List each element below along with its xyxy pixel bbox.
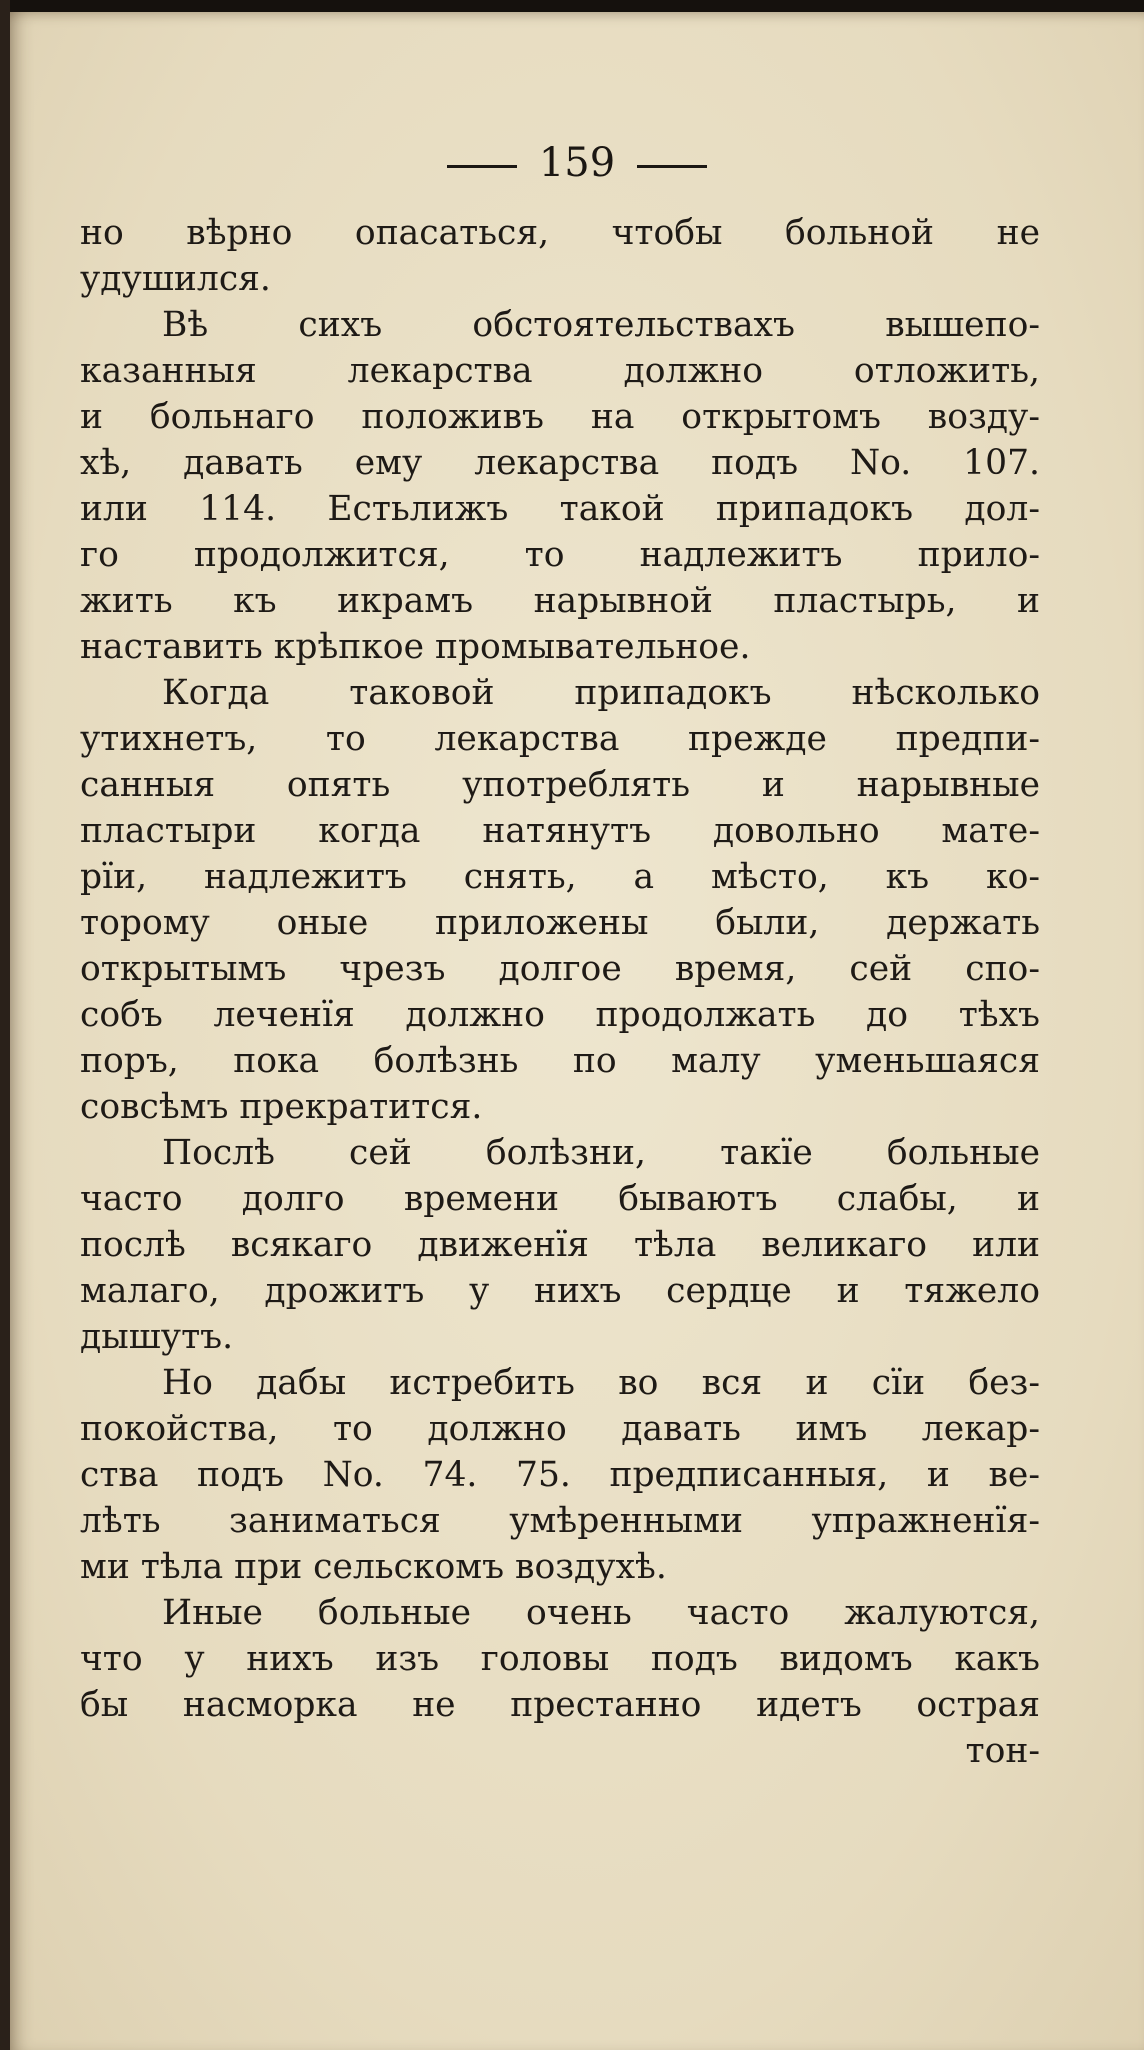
- text-line: рїи, надлежитъ снять, а мѣсто, къ ко-: [80, 857, 1040, 897]
- text-line: ми тѣла при сельскомъ воздухѣ.: [80, 1547, 667, 1587]
- text-line: но вѣрно опасаться, чтобы больной не: [80, 213, 1040, 253]
- text-line: Вѣ сихъ обстоятельствахъ вышепо-: [162, 305, 1040, 345]
- text-line: собъ леченїя должно продолжать до тѣхъ: [80, 995, 1040, 1035]
- text-line: го продолжится, то надлежитъ прило-: [80, 535, 1040, 575]
- text-line: что у нихъ изъ головы подъ видомъ какъ: [80, 1639, 1040, 1679]
- text-line: санныя опять употреблять и нарывные: [80, 765, 1040, 805]
- text-line: бы насморка не престанно идетъ острая: [80, 1685, 1040, 1725]
- text-line: Когда таковой припадокъ нѣсколько: [162, 673, 1040, 713]
- text-line: Иные больные очень часто жалуются,: [162, 1593, 1040, 1633]
- catchword: тон-: [965, 1731, 1040, 1771]
- text-line: Послѣ сей болѣзни, такїе больные: [162, 1133, 1040, 1173]
- text-line: ства подъ No. 74. 75. предписанныя, и ве-: [80, 1455, 1040, 1495]
- text-line: Но дабы истребить во вся и сїи без-: [162, 1363, 1040, 1403]
- text-line: пластыри когда натянутъ довольно мате-: [80, 811, 1040, 851]
- text-line: малаго, дрожитъ у нихъ сердце и тяжело: [80, 1271, 1040, 1311]
- text-line: или 114. Естьлижъ такой припадокъ дол-: [80, 489, 1040, 529]
- text-line: открытымъ чрезъ долгое время, сей спо-: [80, 949, 1040, 989]
- text-line: торому оные приложены были, держать: [80, 903, 1040, 943]
- text-line: поръ, пока болѣзнь по малу уменьшаяся: [80, 1041, 1040, 1081]
- text-line: наставить крѣпкое промывательное.: [80, 627, 751, 667]
- scan-left-border: [0, 0, 10, 2050]
- book-page: [10, 12, 1144, 2050]
- text-line: послѣ всякаго движенїя тѣла великаго или: [80, 1225, 1040, 1265]
- scan-top-border: [0, 0, 1144, 12]
- text-line: совсѣмъ прекратится.: [80, 1087, 483, 1127]
- page-header: [10, 140, 1144, 186]
- text-line: хѣ, давать ему лекарства подъ No. 107.: [80, 443, 1040, 483]
- text-line: удушился.: [80, 259, 271, 299]
- text-line: жить къ икрамъ нарывной пластырь, и: [80, 581, 1040, 621]
- text-line: утихнетъ, то лекарства прежде предпи-: [80, 719, 1040, 759]
- page-number: 159: [538, 140, 616, 186]
- header-left-dash: [447, 165, 517, 168]
- header-right-dash: [637, 165, 707, 168]
- text-line: покойства, то должно давать имъ лекар-: [80, 1409, 1040, 1449]
- page-body-text: [80, 210, 1040, 1774]
- text-line: казанныя лекарства должно отложить,: [80, 351, 1040, 391]
- text-line: и больнаго положивъ на открытомъ возду-: [80, 397, 1040, 437]
- text-line: часто долго времени бываютъ слабы, и: [80, 1179, 1040, 1219]
- text-line: лѣть заниматься умѣренными упражненїя-: [80, 1501, 1040, 1541]
- text-line: дышутъ.: [80, 1317, 234, 1357]
